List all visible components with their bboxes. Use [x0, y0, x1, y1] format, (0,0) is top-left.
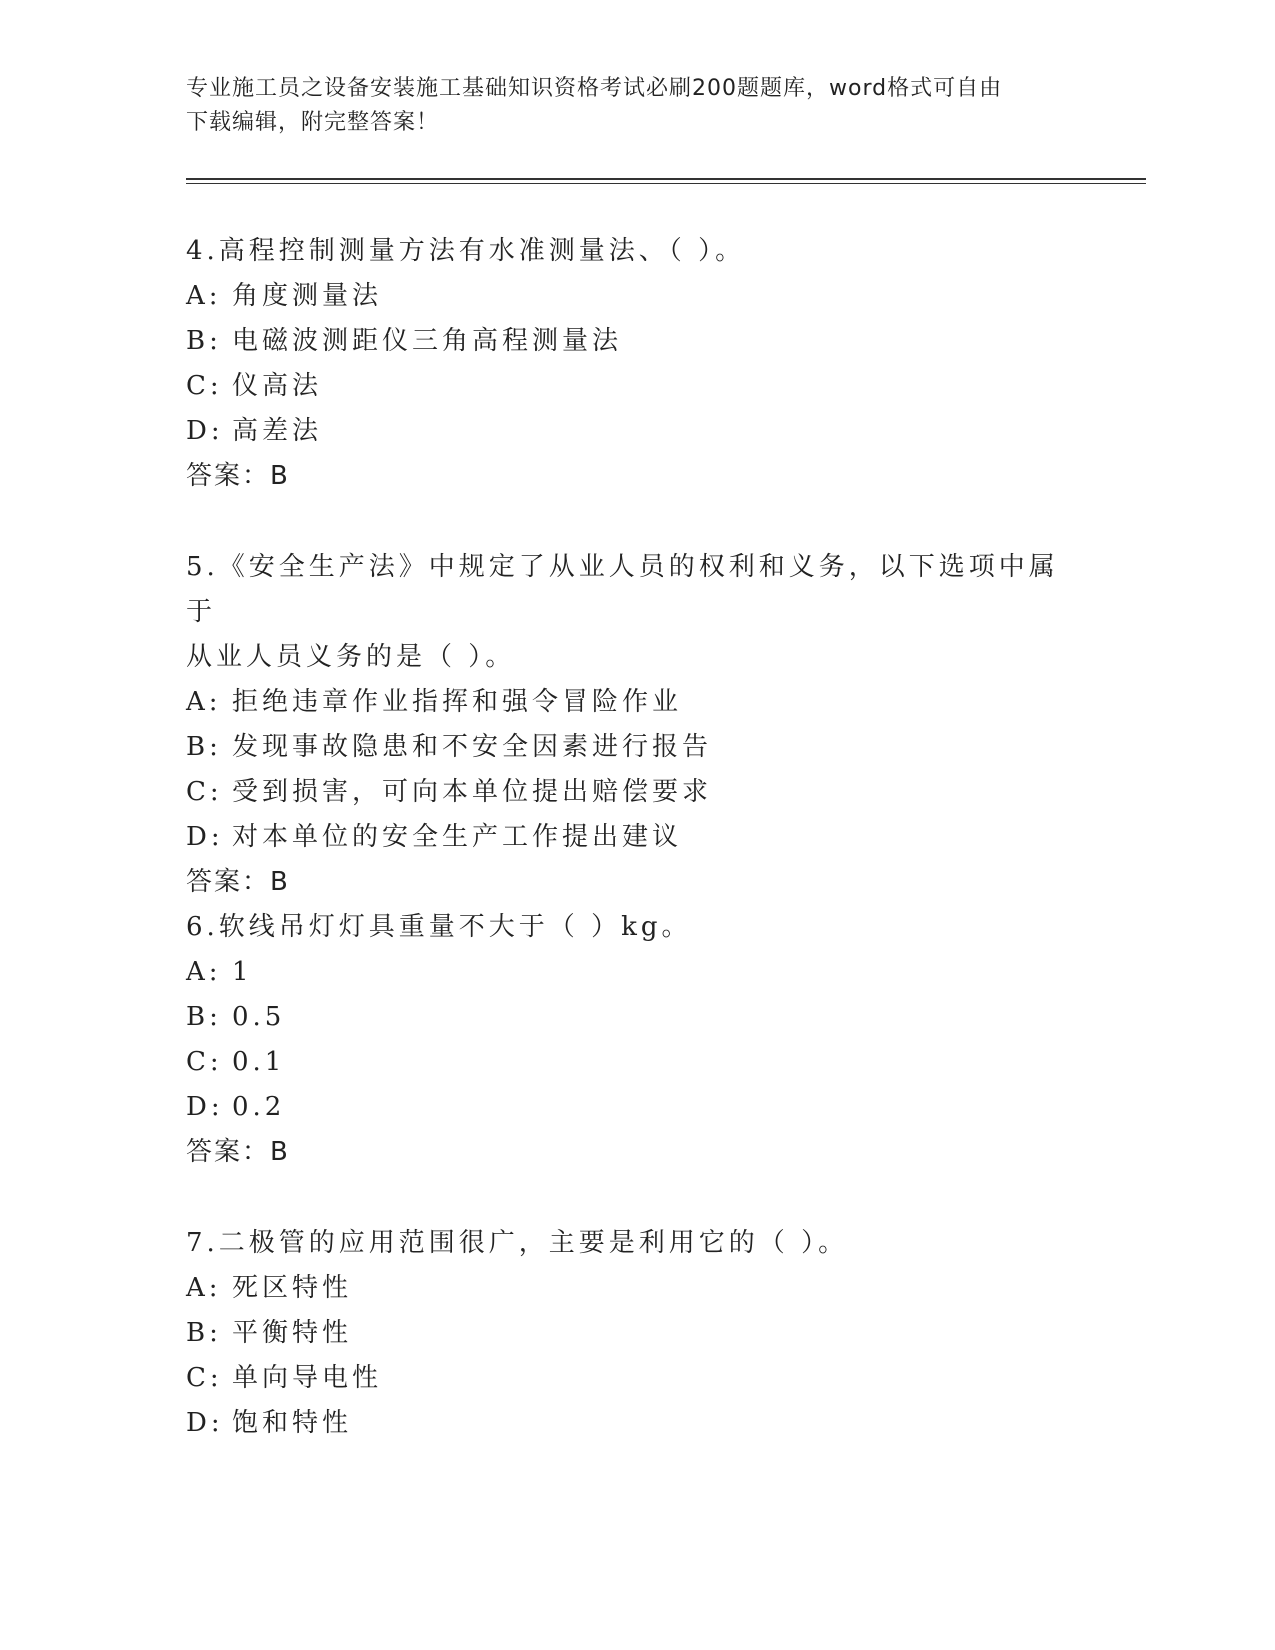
option-key: B:: [186, 326, 222, 356]
option-b: [186, 995, 1066, 1040]
option-c: [186, 1356, 1066, 1401]
option-text: 1: [232, 957, 253, 987]
option-a: [186, 950, 1066, 995]
option-d: [186, 409, 1066, 454]
question-stem: 7.二极管的应用范围很广，主要是利用它的（ ）。: [186, 1228, 849, 1258]
option-b: [186, 1311, 1066, 1356]
option-d: [186, 1085, 1066, 1130]
option-text: 仪高法: [232, 371, 323, 401]
option-text: 死区特性: [232, 1273, 353, 1303]
option-text: 受到损害，可向本单位提出赔偿要求: [232, 777, 713, 807]
question-7: [186, 1221, 1066, 1446]
header-line-1: 专业施工员之设备安装施工基础知识资格考试必刷200题题库，word格式可自由: [186, 76, 1003, 101]
answer-line: 答案：B: [186, 461, 290, 491]
answer-line: 答案：B: [186, 867, 290, 897]
option-key: A:: [186, 281, 222, 311]
option-c: [186, 1040, 1066, 1085]
option-text: 角度测量法: [232, 281, 383, 311]
option-text: 拒绝违章作业指挥和强令冒险作业: [232, 687, 683, 717]
option-key: C:: [186, 1363, 223, 1393]
option-text: 0.2: [232, 1092, 286, 1122]
option-text: 电磁波测距仪三角高程测量法: [232, 326, 623, 356]
question-stem: 4.高程控制测量方法有水准测量法、（ ）。: [186, 236, 746, 266]
header-line-2: 下载编辑，附完整答案！: [186, 110, 440, 135]
question-6: [186, 905, 1066, 1175]
option-c: [186, 364, 1066, 409]
option-text: 高差法: [232, 416, 323, 446]
option-key: D:: [186, 1408, 224, 1438]
option-b: [186, 319, 1066, 364]
option-key: A:: [186, 957, 222, 987]
option-key: B:: [186, 1002, 222, 1032]
option-key: D:: [186, 822, 224, 852]
option-a: [186, 680, 1066, 725]
option-key: D:: [186, 1092, 224, 1122]
option-key: B:: [186, 1318, 222, 1348]
option-text: 对本单位的安全生产工作提出建议: [232, 822, 683, 852]
question-5: [186, 545, 1066, 905]
question-stem: 6.软线吊灯灯具重量不大于（ ）kg。: [186, 912, 692, 942]
question-stem-line-1: 5.《安全生产法》中规定了从业人员的权利和义务，以下选项中属于: [186, 552, 1059, 627]
option-b: [186, 725, 1066, 770]
option-text: 发现事故隐患和不安全因素进行报告: [232, 732, 713, 762]
option-d: [186, 1401, 1066, 1446]
option-key: D:: [186, 416, 224, 446]
option-text: 平衡特性: [232, 1318, 353, 1348]
option-key: B:: [186, 732, 222, 762]
option-text: 单向导电性: [232, 1363, 383, 1393]
option-text: 饱和特性: [232, 1408, 353, 1438]
option-key: C:: [186, 777, 223, 807]
answer-line: 答案：B: [186, 1137, 290, 1167]
document-header: [186, 72, 1106, 140]
option-text: 0.1: [232, 1047, 286, 1077]
option-key: C:: [186, 371, 223, 401]
option-key: A:: [186, 687, 222, 717]
option-key: A:: [186, 1273, 222, 1303]
option-d: [186, 815, 1066, 860]
option-c: [186, 770, 1066, 815]
option-text: 0.5: [232, 1002, 286, 1032]
header-divider: [186, 178, 1146, 180]
option-key: C:: [186, 1047, 223, 1077]
question-stem-line-2: 从业人员义务的是（ ）。: [186, 642, 516, 672]
option-a: [186, 1266, 1066, 1311]
header-divider-thin: [186, 183, 1146, 184]
question-4: [186, 229, 1066, 499]
option-a: [186, 274, 1066, 319]
